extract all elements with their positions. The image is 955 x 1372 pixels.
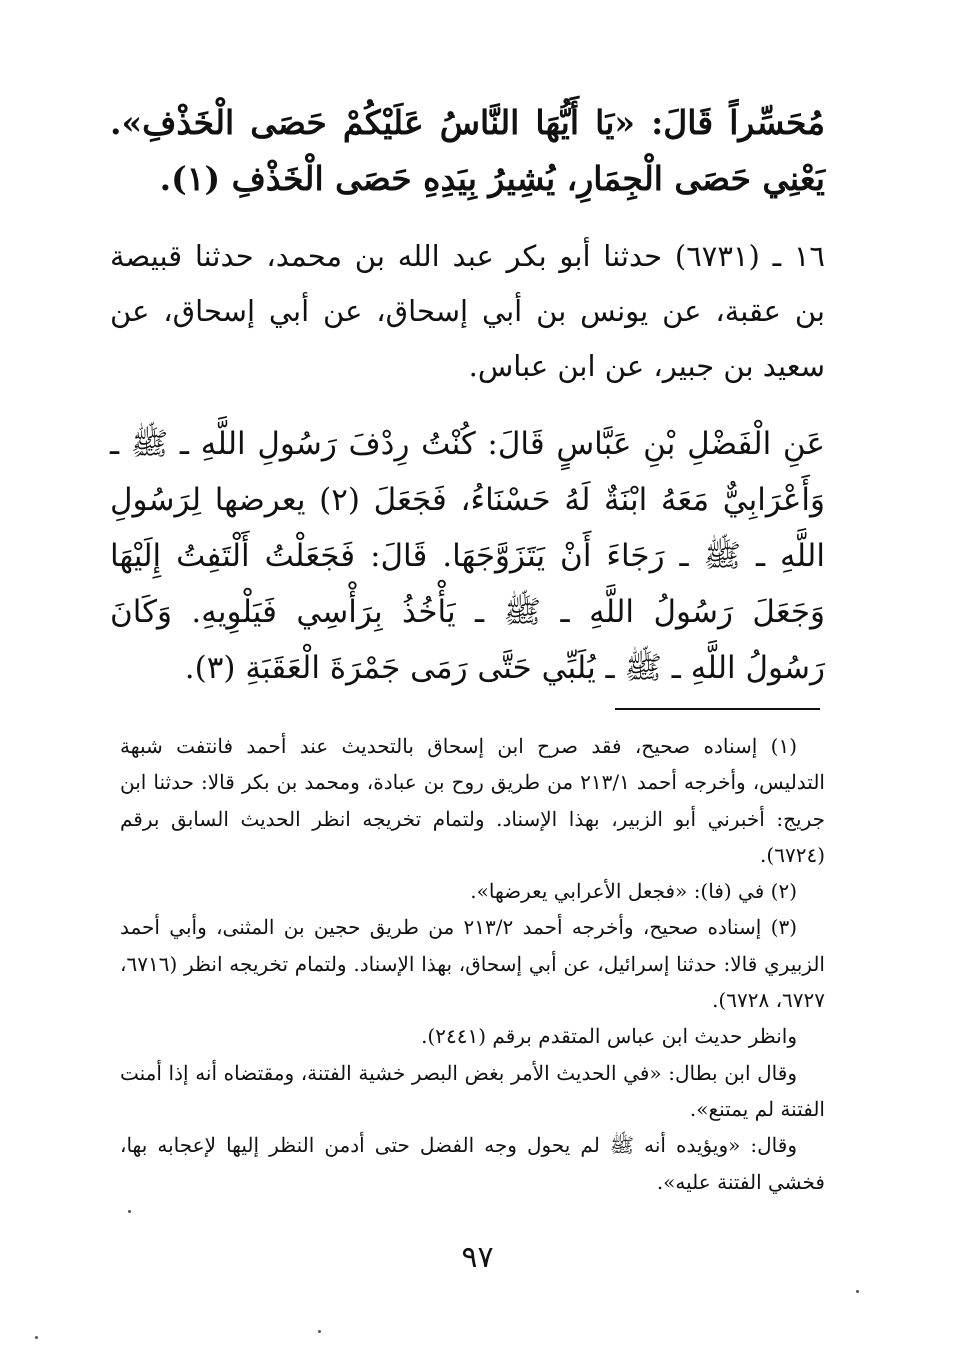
hadith-text-paragraph: عَنِ الْفَضْلِ بْنِ عَبَّاسٍ قَالَ: كُنْتُ رِدْفَ رَسُولِ اللَّهِ ـ ﷺ ـ وَأَعْرَابِيٌّ مَعَهُ ابْنَةٌ لَهُ حَسْنَاءُ، فَجَعَلَ (٢) يعرضها لِرَسُولِ اللَّهِ ـ ﷺ ـ رَجَاءَ أَنْ يَتَزَوَّجَهَا. قَالَ: فَجَعَلْتُ أَلْتَفِتُ إِلَيْهَا وَجَعَلَ رَسُولُ اللَّهِ ـ ﷺ ـ يَأْخُذُ بِرَأْسِي فَيَلْوِيهِ. وَكَانَ رَسُولُ اللَّهِ ـ ﷺ ـ يُلَبِّي حَتَّى رَمَى جَمْرَةَ الْعَقَبَةِ (٣). — [110, 426, 826, 686]
footnote-3-commentary: وقال: «ويؤيده أنه ﷺ لم يحول وجه الفضل حتى أدمن النظر إليها لإعجابه بها، فخشي الفتنة عليه». — [120, 1133, 825, 1194]
scan-speck — [318, 1330, 321, 1333]
footnote-1: (١) إسناده صحيح، فقد صرح ابن إسحاق بالتحديث عند أحمد فانتفت شبهة التدليس، وأخرجه أحمد ٢١٣/١ من طريق روح بن عبادة، ومحمد بن بكر قالا: حدثنا ابن جريج: أخبرني أبو الزبير، بهذا الإسناد. ولتمام تخريجه انظر الحديث السابق برقم (٦٧٢٤). — [120, 734, 825, 867]
page-number: ٩٧ — [461, 1240, 494, 1275]
footnotes-block — [120, 728, 825, 1200]
footnote-3: (٣) إسناده صحيح، وأخرجه أحمد ٢١٣/٢ من طريق حجين بن المثنى، وأبي أحمد الزبيري قالا: حدثنا إسرائيل، عن أبي إسحاق، بهذا الإسناد. ولتمام تخريجه انظر (٦٧١٦، ٦٧٢٧، ٦٧٢٨). — [120, 915, 825, 1013]
scan-speck — [128, 1210, 131, 1213]
hadith-chain-paragraph: ١٦ ـ (٦٧٣١) حدثنا أبو بكر عبد الله بن محمد، حدثنا قبيصة بن عقبة، عن يونس بن أبي إسحاق، عن أبي إسحاق، عن سعيد بن جبير، عن ابن عباس. — [110, 239, 826, 383]
footnote-3-see-also: وانظر حديث ابن عباس المتقدم برقم (٢٤٤١). — [421, 1024, 797, 1049]
footnote-3-ibn-battal: وقال ابن بطال: «في الحديث الأمر بغض البصر خشية الفتنة، ومقتضاه أنه إذا أمنت الفتنة لم يمتنع». — [120, 1060, 825, 1121]
scan-speck — [856, 1290, 859, 1293]
hadith-end-paragraph: مُحَسِّراً قَالَ: «يَا أَيُّهَا النَّاسُ عَلَيْكُمْ حَصَى الْخَذْفِ». يَعْنِي حَصَى الْجِمَارِ، يُشِيرُ بِيَدِهِ حَصَى الْخَذْفِ (١). — [110, 103, 825, 198]
footnote-separator — [615, 708, 820, 710]
main-text-block — [110, 95, 825, 696]
scan-speck — [35, 1336, 38, 1339]
footnote-2: (٢) في (فا): «فجعل الأعرابي يعرضها». — [470, 879, 797, 904]
